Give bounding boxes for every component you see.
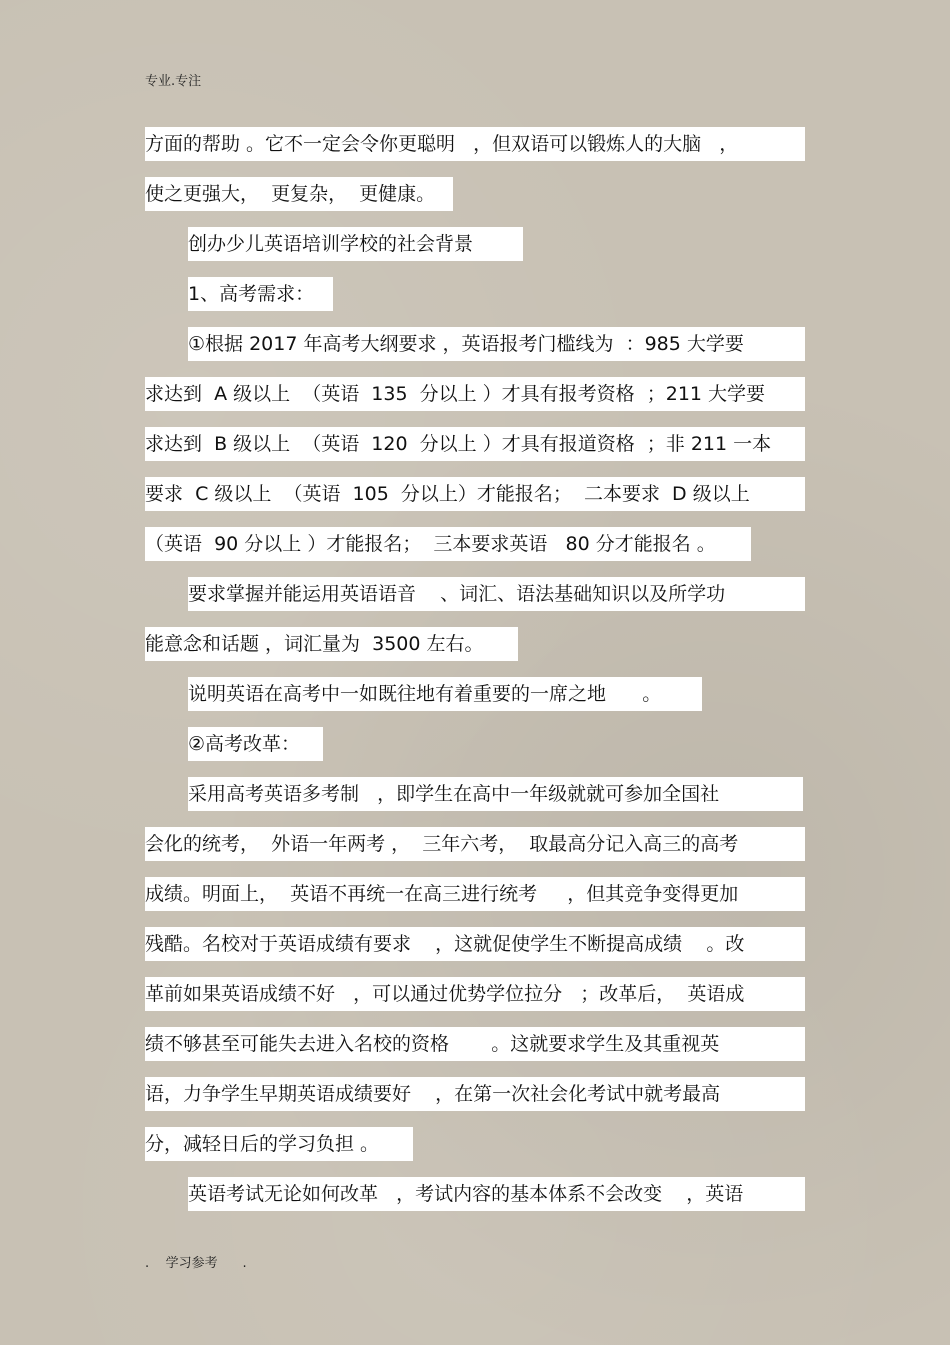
text-line: 要求掌握并能运用英语语音 、词汇、语法基础知识以及所学功 (188, 577, 805, 611)
text-line: 能意念和话题 ，词汇量为 3500 左右。 (145, 627, 518, 661)
text-line: 会化的统考， 外语一年两考 ， 三年六考， 取最高分记入高三的高考 (145, 827, 805, 861)
text-line: 残酷。名校对于英语成绩有要求 ，这就促使学生不断提高成绩 。改 (145, 927, 805, 961)
text-line: 革前如果英语成绩不好 ，可以通过优势学位拉分 ；改革后， 英语成 (145, 977, 805, 1011)
text-line: 方面的帮助 。它不一定会令你更聪明 ，但双语可以锻炼人的大脑 ， (145, 127, 805, 161)
text-line: 要求 C 级以上 （英语 105 分以上）才能报名； 二本要求 D 级以上 (145, 477, 805, 511)
text-line: ①根据 2017 年高考大纲要求 ，英语报考门槛线为 ：985 大学要 (188, 327, 805, 361)
text-line: 使之更强大， 更复杂， 更健康。 (145, 177, 453, 211)
page-header: 专业.专注 (145, 74, 202, 89)
text-line: 求达到 A 级以上 （英语 135 分以上 ）才具有报考资格 ；211 大学要 (145, 377, 805, 411)
text-line: 创办少儿英语培训学校的社会背景 (188, 227, 523, 261)
text-line: 1、高考需求： (188, 277, 333, 311)
text-line: 英语考试无论如何改革 ，考试内容的基本体系不会改变 ，英语 (188, 1177, 805, 1211)
text-line: ②高考改革： (188, 727, 323, 761)
text-line: （英语 90 分以上 ）才能报名； 三本要求英语 80 分才能报名 。 (145, 527, 751, 561)
text-line: 分，减轻日后的学习负担 。 (145, 1127, 413, 1161)
text-line: 说明英语在高考中一如既往地有着重要的一席之地 。 (188, 677, 702, 711)
text-line: 成绩。明面上， 英语不再统一在高三进行统考 ，但其竞争变得更加 (145, 877, 805, 911)
text-line: 求达到 B 级以上 （英语 120 分以上 ）才具有报道资格 ；非 211 一本 (145, 427, 805, 461)
text-line: 采用高考英语多考制 ，即学生在高中一年级就就可参加全国社 (188, 777, 803, 811)
text-line: 语，力争学生早期英语成绩要好 ，在第一次社会化考试中就考最高 (145, 1077, 805, 1111)
page-footer: . 学习参考 . (145, 1256, 247, 1271)
text-line: 绩不够甚至可能失去进入名校的资格 。这就要求学生及其重视英 (145, 1027, 805, 1061)
